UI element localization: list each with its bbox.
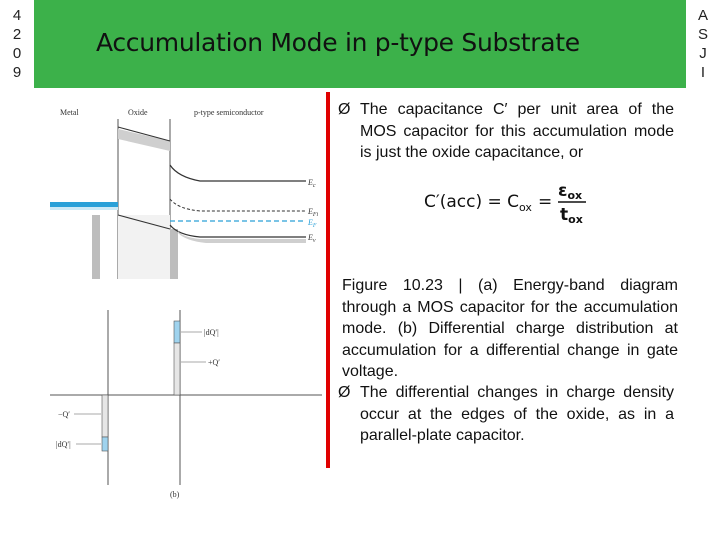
left-slide-tag bbox=[0, 0, 34, 88]
charge-dq-top bbox=[174, 321, 180, 343]
right-slide-tag bbox=[686, 0, 720, 88]
right-tag-char: A bbox=[697, 7, 708, 24]
left-tag-char: 2 bbox=[12, 26, 22, 43]
label-semiconductor: p-type semiconductor bbox=[194, 108, 264, 117]
figure-caption: Figure 10.23 | (a) Energy-band diagram through a MOS capacitor for the accumulation mode. (b) Differential charge distribution at accumulation for a differential change in gate voltage. bbox=[342, 277, 678, 380]
left-tag-char: 4 bbox=[12, 7, 22, 24]
label-ev: $E_v$ bbox=[308, 233, 316, 244]
label-metal: Metal bbox=[60, 108, 79, 117]
charge-dq-bottom bbox=[102, 437, 108, 451]
right-tag-char: S bbox=[697, 26, 708, 43]
formula-denominator: tox bbox=[560, 205, 583, 226]
charge-minus-q bbox=[102, 395, 108, 437]
label-oxide: Oxide bbox=[128, 108, 148, 117]
metal-gray-step bbox=[92, 215, 100, 279]
metal-fermi-shade bbox=[50, 207, 118, 210]
red-divider bbox=[326, 92, 330, 468]
bullet-differential bbox=[338, 382, 674, 447]
label-plus-q: +Q′ bbox=[208, 358, 221, 367]
bullet-text: The capacitance C′ per unit area of the MOS capacitor for this accumulation mode is just the oxide capacitance, or bbox=[360, 101, 674, 161]
oxide-body bbox=[118, 215, 170, 279]
left-tag-char: 0 bbox=[12, 45, 22, 62]
label-efi: $E_{Fi}$ bbox=[308, 207, 319, 218]
capacitance-formula bbox=[424, 178, 594, 228]
band-ec bbox=[170, 165, 306, 181]
label-dq-bottom: |dQ′| bbox=[56, 440, 71, 449]
right-tag-char: I bbox=[700, 64, 706, 81]
slide-title: Accumulation Mode in p-type Substrate bbox=[96, 28, 580, 57]
label-part-b: (b) bbox=[170, 490, 180, 499]
label-dq-top: |dQ′| bbox=[204, 328, 219, 337]
right-tag-char: J bbox=[699, 45, 707, 62]
oxide-band-top bbox=[118, 129, 170, 151]
formula-lhs: $C'(acc) = C_{ox}$ bbox=[424, 192, 532, 214]
metal-fermi-level bbox=[50, 202, 118, 207]
bullet-capacitance bbox=[338, 99, 674, 164]
semi-gray-block bbox=[170, 229, 178, 279]
bullet-text: The differential changes in charge density occur at the edges of the oxide, as in a parallel-plate capacitor. bbox=[360, 384, 674, 444]
bullet-arrow-icon: Ø bbox=[338, 384, 351, 401]
band-ev bbox=[170, 225, 306, 237]
figure-10-23 bbox=[50, 95, 322, 535]
charge-plus-q bbox=[174, 343, 180, 395]
label-ef: $E_F$ bbox=[308, 218, 317, 229]
bullet-arrow-icon: Ø bbox=[338, 101, 351, 118]
label-ec: $E_c$ bbox=[308, 178, 316, 189]
formula-numerator: εox bbox=[558, 181, 583, 202]
label-minus-q: −Q′ bbox=[58, 410, 71, 419]
formula-equals: = bbox=[538, 192, 553, 212]
left-tag-char: 9 bbox=[12, 64, 22, 81]
band-efi bbox=[170, 199, 306, 211]
